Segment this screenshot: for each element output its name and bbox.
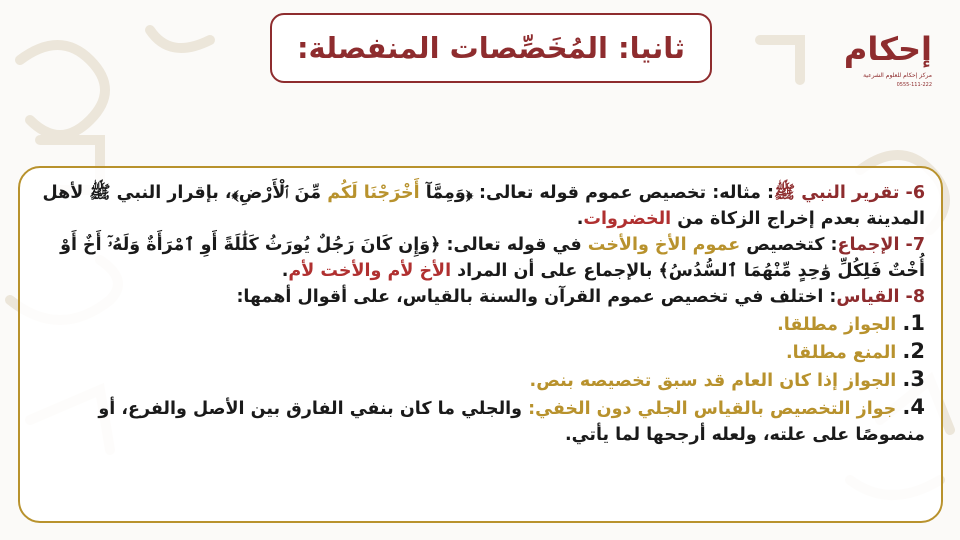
logo-name: إحكام <box>843 30 932 68</box>
title-box <box>270 13 712 83</box>
item-7-end: . <box>281 261 289 281</box>
item-6-text-1: مثاله: تخصيص عموم قوله تعالى: ﴿وَمِمَّآ <box>419 183 768 203</box>
item-7-term: الإجماع <box>837 235 900 255</box>
subitem-2 <box>36 338 925 366</box>
content <box>36 180 925 448</box>
subitem-3 <box>36 366 925 394</box>
subitem-4-text: جواز التخصيص بالقياس الجلي دون الخفي: <box>528 399 897 419</box>
item-6-red: الخضروات <box>583 209 672 229</box>
page-title: ثانيا: المُخَصِّصات المنفصلة: <box>296 31 686 65</box>
content-box <box>18 166 943 523</box>
item-7-text-2: في قوله تعالى: ﴿وَإِن كَانَ رَجُلٌ يُورَثُ كَلَٰلَةً أَوِ ٱمْرَأَةٌ وَلَهُۥٓ أَخٌ أَوْ أُخْتٌ فَلِكُلِّ وَٰحِدٍ مِّنْهُمَا ٱلسُّدُسُ﴾ بالإجماع على أن المراد <box>60 235 925 281</box>
item-7-gold: عموم الأخ والأخت <box>587 235 741 255</box>
item-8-number: 8- <box>905 287 925 307</box>
item-7-red: الأخ لأم والأخت لأم <box>288 261 452 281</box>
item-6-number: 6- <box>905 183 925 203</box>
subitem-3-text: الجواز إذا كان العام قد سبق تخصيصه بنص. <box>529 371 897 391</box>
item-7-colon: : <box>830 235 838 255</box>
subitem-3-number: 3. <box>902 367 925 391</box>
item-6 <box>36 180 925 232</box>
subitem-2-text: المنع مطلقا. <box>785 343 897 363</box>
subitem-1 <box>36 310 925 338</box>
item-7-text-1: كتخصيص <box>740 235 831 255</box>
subitem-4 <box>36 394 925 448</box>
item-8 <box>36 284 925 310</box>
item-8-colon: : <box>829 287 837 307</box>
item-8-term: القياس <box>836 287 900 307</box>
item-6-text-2: مِّنَ ٱلْأَرْضِ﴾، بإقرار النبي ﷺ لأهل المدينة بعدم إخراج الزكاة من <box>42 183 925 229</box>
logo-subtitle: مركز إحكام للعلوم الشرعية <box>863 72 932 79</box>
logo <box>843 30 932 96</box>
item-6-end: . <box>576 209 584 229</box>
item-6-verse: أَخْرَجْنَا لَكُم <box>327 183 420 203</box>
subitem-2-number: 2. <box>902 339 925 363</box>
item-7-number: 7- <box>905 235 925 255</box>
logo-phone: 0555-111-222 <box>896 82 932 88</box>
subitem-4-number: 4. <box>902 395 925 419</box>
item-7 <box>36 232 925 284</box>
subitem-1-number: 1. <box>902 311 925 335</box>
subitem-4-rest: والجلي ما كان بنفي الفارق بين الأصل والفرع، أو منصوصًا على علته، ولعله أرجحها لما يأتي. <box>98 399 925 445</box>
item-6-colon: : <box>767 183 775 203</box>
item-8-text-1: اختلف في تخصيص عموم القرآن والسنة بالقياس، على أقوال أهمها: <box>236 287 830 307</box>
subitem-1-text: الجواز مطلقا. <box>777 315 897 335</box>
item-6-term: تقرير النبي ﷺ <box>774 183 900 203</box>
